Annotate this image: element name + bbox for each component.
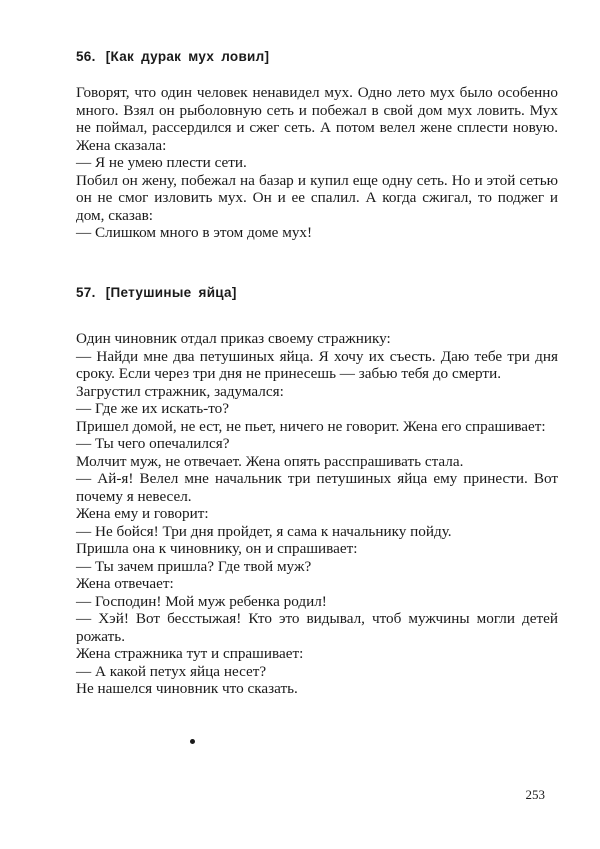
paragraph: Пришла она к чиновнику, он и спрашивает:: [76, 540, 358, 557]
dialogue-line: — Где же их искать-то?: [76, 400, 229, 417]
paragraph: Жена ему и говорит:: [76, 505, 209, 522]
story-number: 56.: [76, 49, 96, 64]
dialogue-line: — Ты чего опечалился?: [76, 435, 230, 452]
paragraph: Побил он жену, побежал на базар и купил еще одну сеть. Но и этой сетью он не смог изловить мух. Он и ее спалил. А когда сжигал, то поджег и дом, сказав:: [76, 171, 558, 224]
dialogue-line: — Не бойся! Три дня пройдет, я сама к начальнику пойду.: [76, 522, 452, 540]
dialogue-line: — Я не умею плести сети.: [76, 154, 247, 171]
dialogue-line: — А какой петух яйца несет?: [76, 662, 267, 680]
paragraph: Не нашелся чиновник что сказать.: [76, 680, 298, 697]
paragraph: Один чиновник отдал приказ своему стражнику:: [76, 330, 391, 347]
dialogue-line: — Хэй! Вот бесстыжая! Кто это видывал, чтоб мужчины могли детей рожать.: [76, 610, 558, 645]
paragraph: Загрустил стражник, задумался:: [76, 382, 284, 400]
dialogue-line: — Ай-я! Велел мне начальник три петушиных яйца ему принести. Вот почему я невесел.: [76, 470, 558, 505]
story-heading: [76, 282, 558, 304]
dialogue-line: — Слишком много в этом доме мух!: [76, 224, 313, 241]
paragraph: Молчит муж, не отвечает. Жена опять расспрашивать стала.: [76, 452, 464, 470]
print-speck: [190, 739, 195, 744]
dialogue-line: — Ты зачем пришла? Где твой муж?: [76, 557, 312, 575]
story-title: [Петушиные яйца]: [105, 285, 237, 300]
story-number: 57.: [76, 285, 96, 300]
story-heading: [76, 46, 558, 68]
paragraph: Жена стражника тут и спрашивает:: [76, 645, 304, 662]
dialogue-line: — Господин! Мой муж ребенка родил!: [76, 592, 327, 610]
paragraph: Пришел домой, не ест, не пьет, ничего не говорит. Жена его спрашивает:: [76, 417, 546, 435]
page-number: 253: [525, 787, 545, 802]
story-56: [76, 46, 558, 242]
story-title: [Как дурак мух ловил]: [105, 49, 270, 64]
paragraph: Говорят, что один человек ненавидел мух. Одно лето мух было особенно много. Взял он рыболовную сеть и побежал в свой дом мух ловить. Мух не поймал, рассердился и сжег сеть. А потом велел жене сплести новую. Жена сказала:: [76, 84, 558, 154]
paragraph: Жена отвечает:: [76, 575, 174, 592]
dialogue-line: — Найди мне два петушиных яйца. Я хочу их съесть. Даю тебе три дня сроку. Если через три дня не принесешь — забью тебя до смерти.: [76, 347, 558, 382]
story-57: [76, 282, 558, 698]
